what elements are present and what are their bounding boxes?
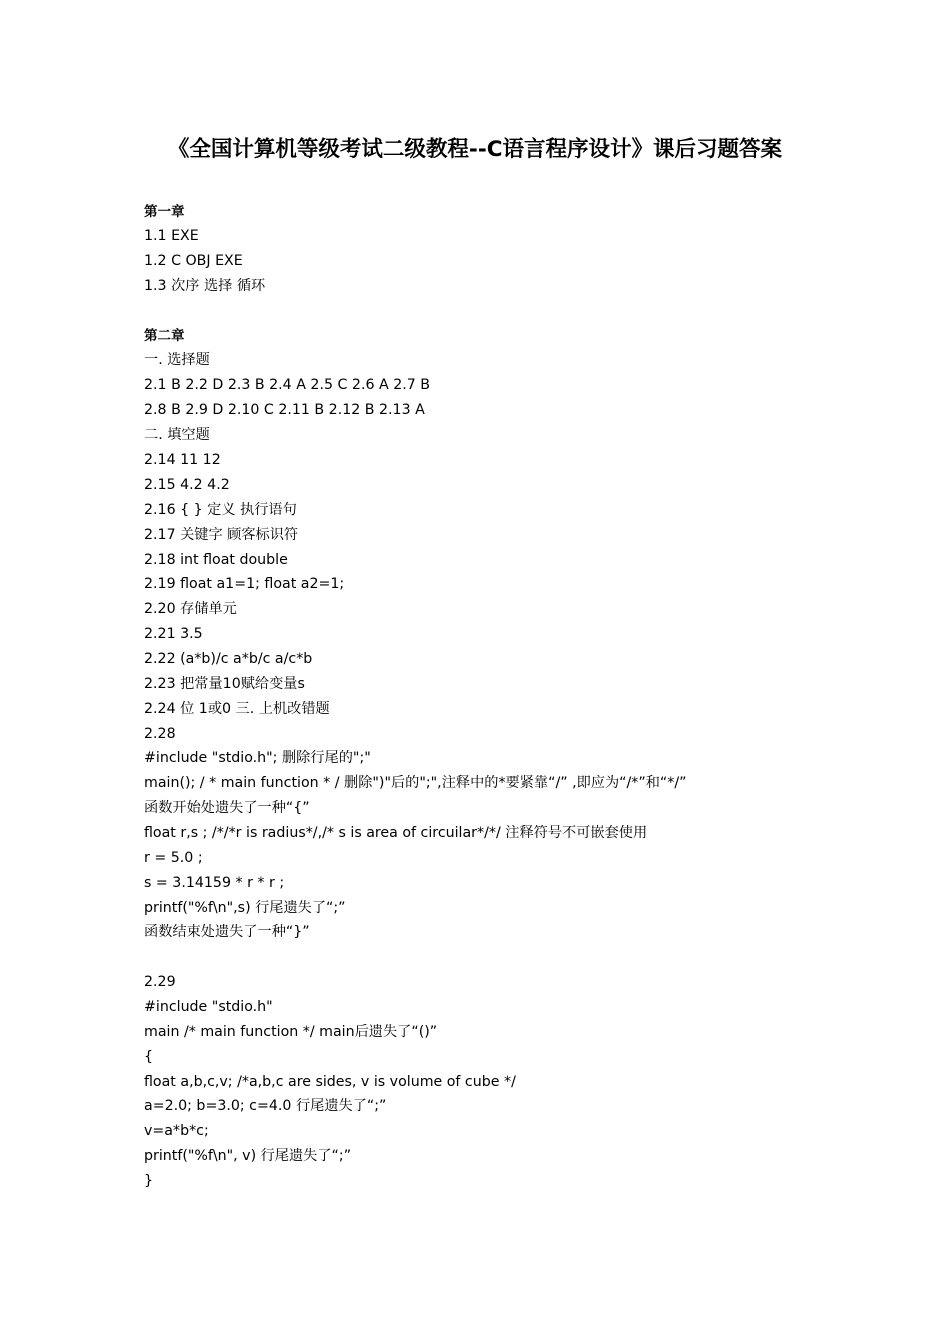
text-line: 2.19 float a1=1; float a2=1; — [144, 576, 345, 592]
text-line: 2.28 — [144, 726, 176, 742]
text-line: 2.29 — [144, 974, 176, 990]
text-line: s = 3.14159 * r * r ; — [144, 875, 285, 891]
text-line: 一. 选择题 — [144, 352, 210, 368]
text-line: } — [144, 1173, 154, 1189]
text-line: 函数结束处遗失了一种“}” — [144, 924, 310, 940]
text-line: 函数开始处遗失了一种“{” — [144, 800, 310, 816]
text-line: 2.1 B 2.2 D 2.3 B 2.4 A 2.5 C 2.6 A 2.7 B — [144, 377, 431, 393]
text-line: 2.20 存储单元 — [144, 601, 237, 617]
chapter-heading: 第一章 — [144, 204, 185, 220]
text-line: 2.23 把常量10赋给变量s — [144, 676, 305, 692]
text-line: 2.15 4.2 4.2 — [144, 477, 230, 493]
text-line: 1.1 EXE — [144, 228, 199, 244]
text-line: 2.14 11 12 — [144, 452, 221, 468]
text-line: 1.2 C OBJ EXE — [144, 253, 243, 269]
text-line: 2.21 3.5 — [144, 626, 203, 642]
text-line: 2.18 int float double — [144, 552, 288, 568]
text-line: 2.24 位 1或0 三. 上机改错题 — [144, 701, 330, 717]
text-line: 二. 填空题 — [144, 427, 210, 443]
text-line: float r,s ; /*/*r is radius*/,/* s is area of circuilar*/*/ 注释符号不可嵌套使用 — [144, 825, 648, 841]
text-line: printf("%f\n",s) 行尾遗失了“;” — [144, 900, 346, 916]
text-line: 2.17 关键字 顾客标识符 — [144, 527, 299, 543]
text-line: #include "stdio.h"; 删除行尾的";" — [144, 750, 371, 766]
text-line: main(); / * main function * / 删除")"后的";",注释中的*要紧靠“/” ,即应为“/*”和“*/” — [144, 775, 687, 791]
document-title: 《全国计算机等级考试二级教程--C语言程序设计》课后习题答案 — [167, 137, 783, 162]
text-line: #include "stdio.h" — [144, 999, 273, 1015]
text-line: 2.16 { } 定义 执行语句 — [144, 502, 297, 518]
text-line: 1.3 次序 选择 循环 — [144, 278, 266, 294]
text-line: 2.22 (a*b)/c a*b/c a/c*b — [144, 651, 313, 667]
text-line: 2.8 B 2.9 D 2.10 C 2.11 B 2.12 B 2.13 A — [144, 402, 425, 418]
text-line: main /* main function */ main后遗失了“()” — [144, 1024, 438, 1040]
chapter-heading: 第二章 — [144, 328, 185, 344]
text-line: { — [144, 1049, 154, 1065]
text-line: a=2.0; b=3.0; c=4.0 行尾遗失了“;” — [144, 1098, 387, 1114]
text-line: printf("%f\n", v) 行尾遗失了“;” — [144, 1148, 352, 1164]
text-line: float a,b,c,v; /*a,b,c are sides, v is volume of cube */ — [144, 1074, 516, 1090]
text-line: r = 5.0 ; — [144, 850, 203, 866]
text-line: v=a*b*c; — [144, 1123, 209, 1139]
